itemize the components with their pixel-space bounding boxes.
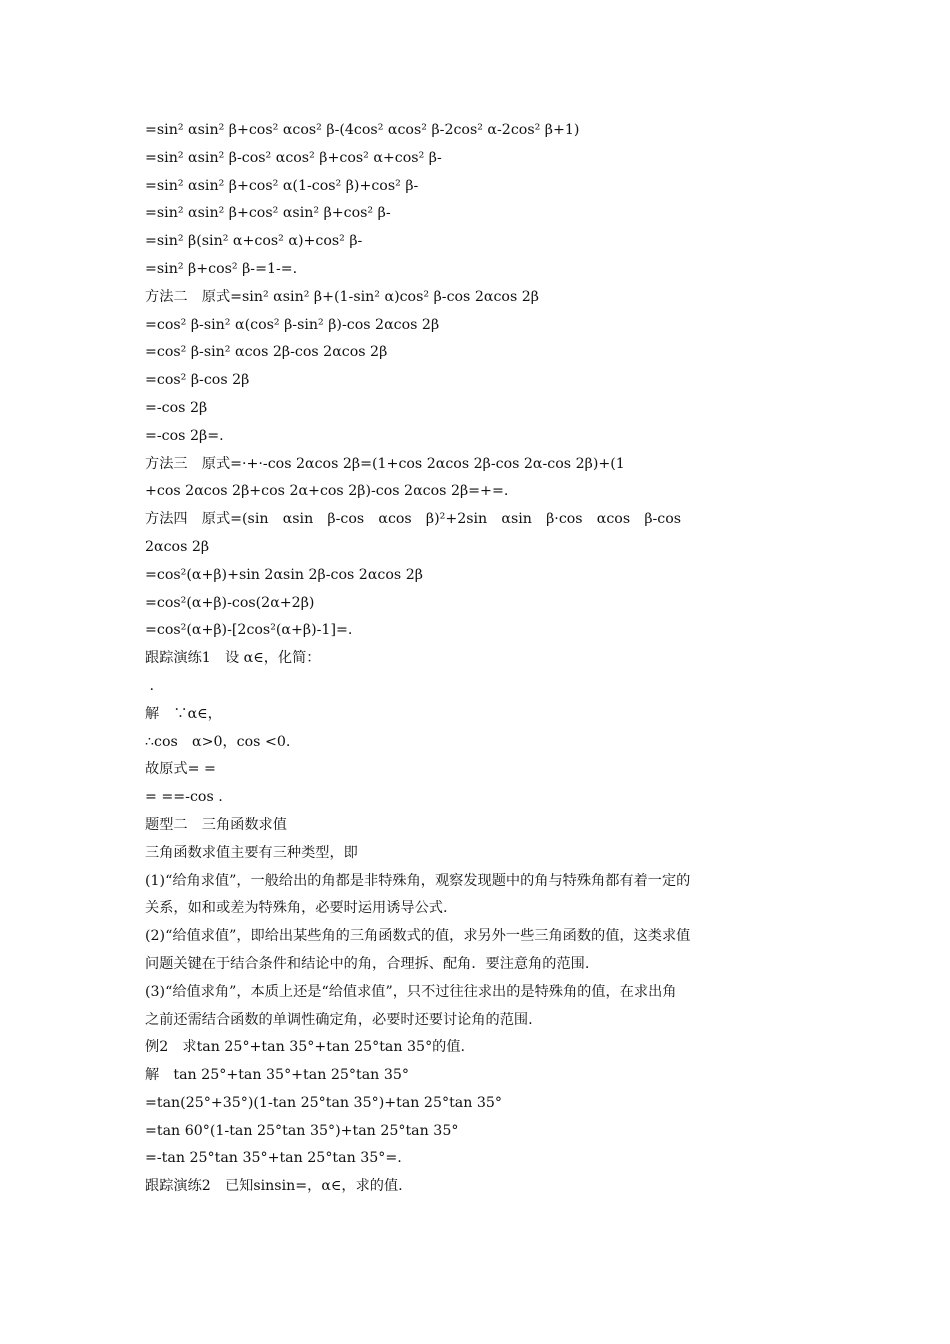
text-line: =-tan 25°tan 35°+tan 25°tan 35°=. [145, 1150, 402, 1167]
text-line: =tan(25°+35°)(1-tan 25°tan 35°)+tan 25°tan 35° [145, 1094, 503, 1111]
method-four-heading-line: 方法四 原式=(sin αsin β-cos αcos β)²+2sin αsin β·cos αcos β-cos [145, 511, 682, 528]
text-line: =-cos 2β=. [145, 427, 224, 444]
text-line: (3)“给值求角”，本质上还是“给值求值”，只不过往往求出的是特殊角的值，在求出角 [145, 983, 677, 1000]
text-line: =tan 60°(1-tan 25°tan 35°)+tan 25°tan 35° [145, 1122, 459, 1139]
text-line: = ==-cos . [145, 789, 223, 806]
example-two-heading-line: 例2 求tan 25°+tan 35°+tan 25°tan 35°的值. [145, 1039, 466, 1056]
text-line: =sin² αsin² β-cos² αcos² β+cos² α+cos² β- [145, 149, 442, 166]
text-line: ∴cos α>0，cos <0. [145, 733, 291, 750]
text-line: =sin² β(sin² α+cos² α)+cos² β- [145, 233, 363, 250]
text-line: =sin² αsin² β+cos² αsin² β+cos² β- [145, 205, 391, 222]
text-line: 问题关键在于结合条件和结论中的角，合理拆、配角．要注意角的范围. [145, 955, 590, 972]
text-line: =sin² αsin² β+cos² α(1-cos² β)+cos² β- [145, 177, 419, 194]
text-line: . [145, 677, 155, 694]
text-line: =sin² β+cos² β-=1-=. [145, 260, 298, 277]
text-line: 2αcos 2β [145, 538, 210, 555]
text-line: 关系，如和或差为特殊角，必要时运用诱导公式. [145, 900, 448, 917]
text-line: 故原式= = [145, 761, 216, 778]
solution-line: 解 ∵α∈， [145, 705, 222, 722]
text-line: (1)“给角求值”，一般给出的角都是非特殊角，观察发现题中的角与特殊角都有着一定的 [145, 872, 691, 889]
text-line: =cos²(α+β)-cos(2α+2β) [145, 594, 315, 611]
text-line: (2)“给值求值”，即给出某些角的三角函数式的值，求另外一些三角函数的值，这类求值 [145, 928, 691, 945]
text-line: 之前还需结合函数的单调性确定角，必要时还要讨论角的范围. [145, 1011, 533, 1028]
text-line: =cos² β-cos 2β [145, 372, 250, 389]
text-line: =cos² β-sin² αcos 2β-cos 2αcos 2β [145, 344, 388, 361]
text-line: =cos²(α+β)-[2cos²(α+β)-1]=. [145, 622, 353, 639]
section-two-heading-line: 题型二 三角函数求值 [145, 816, 287, 833]
text-line: +cos 2αcos 2β+cos 2α+cos 2β)-cos 2αcos 2β=+=. [145, 483, 509, 500]
document-body [145, 117, 825, 1201]
method-two-heading-line: 方法二 原式=sin² αsin² β+(1-sin² α)cos² β-cos 2αcos 2β [145, 288, 539, 305]
text-line: =-cos 2β [145, 399, 208, 416]
practice-two-heading-line: 跟踪演练2 已知sinsin=，α∈，求的值. [145, 1178, 403, 1195]
text-line: =cos²(α+β)+sin 2αsin 2β-cos 2αcos 2β [145, 566, 423, 583]
text-line: 三角函数求值主要有三种类型，即 [145, 844, 358, 861]
practice-one-heading-line: 跟踪演练1 设 α∈，化简： [145, 650, 321, 667]
method-three-heading-line: 方法三 原式=·+·-cos 2αcos 2β=(1+cos 2αcos 2β-cos 2α-cos 2β)+(1 [145, 455, 625, 472]
text-line: =cos² β-sin² α(cos² β-sin² β)-cos 2αcos 2β [145, 316, 440, 333]
text-line: =sin² αsin² β+cos² αcos² β-(4cos² αcos² β-2cos² α-2cos² β+1) [145, 122, 580, 138]
solution-line: 解 tan 25°+tan 35°+tan 25°tan 35° [145, 1067, 409, 1084]
